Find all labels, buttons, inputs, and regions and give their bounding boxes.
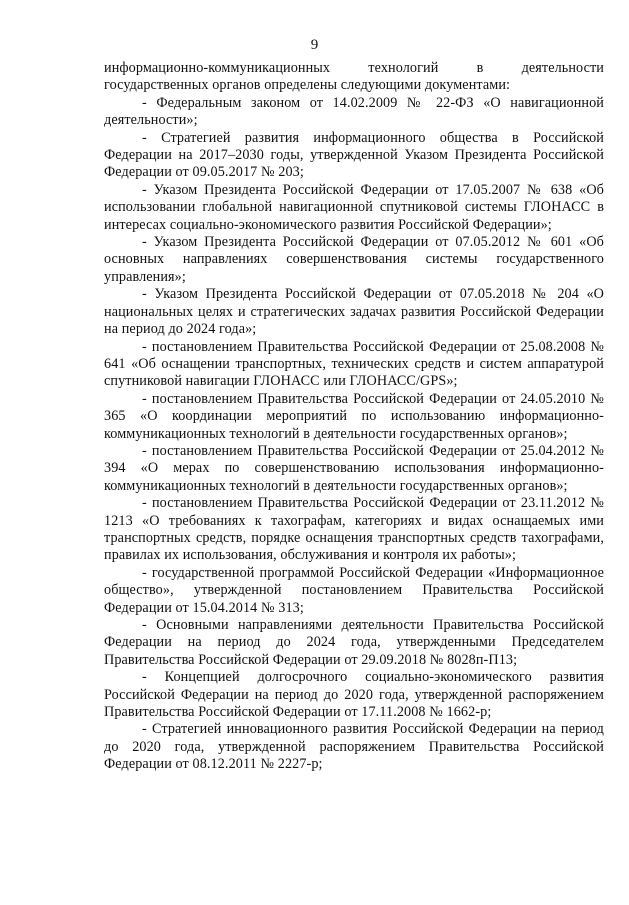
list-item: - постановлением Правительства Российской Федерации от 25.04.2012 № 394 «О мерах по совершенствованию использования информационно-коммуникационных технологий в деятельности государственных органов»; <box>104 442 604 494</box>
list-item: - государственной программой Российской Федерации «Информационное общество», утвержденной постановлением Правительства Российской Федерации от 15.04.2014 № 313; <box>104 564 604 616</box>
intro-paragraph: информационно-коммуникационных технологий в деятельности государственных органов определены следующими документами: <box>104 60 604 94</box>
list-item: - Стратегией развития информационного общества в Российской Федерации на 2017–2030 годы, утвержденной Указом Президента Российской Федерации от 09.05.2017 № 203; <box>104 129 604 181</box>
list-item: - Концепцией долгосрочного социально-экономического развития Российской Федерации на период до 2020 года, утвержденной распоряжением Правительства Российской Федерации от 17.11.2008 № 1662-р; <box>104 669 604 721</box>
list-item: - постановлением Правительства Российской Федерации от 25.08.2008 № 641 «Об оснащении транспортных, технических средств и систем аппаратурой спутниковой навигации ГЛОНАСС или ГЛОНАСС/GPS»; <box>104 338 604 390</box>
list-item: - Федеральным законом от 14.02.2009 № 22-ФЗ «О навигационной деятельности»; <box>104 94 604 129</box>
list-item: - постановлением Правительства Российской Федерации от 23.11.2012 № 1213 «О требованиях к тахографам, категориях и видах оснащаемых ими транспортных средств, порядке оснащения транспортных средств тахографами, правилах их использования, обслуживания и контроля их работы»; <box>104 495 604 564</box>
list-item: - Указом Президента Российской Федерации от 07.05.2018 № 204 «О национальных целях и стратегических задачах развития Российской Федерации на период до 2024 года»; <box>104 286 604 338</box>
list-item: - Основными направлениями деятельности Правительства Российской Федерации на период до 2024 года, утвержденными Председателем Правительства Российской Федерации от 29.09.2018 № 8028п-П13; <box>104 617 604 668</box>
list-item: - Стратегией инновационного развития Российской Федерации на период до 2020 года, утвержденной распоряжением Правительства Российской Федерации от 08.12.2011 № 2227-р; <box>104 721 604 773</box>
page-number: 9 <box>310 37 319 53</box>
list-item: - Указом Президента Российской Федерации от 17.05.2007 № 638 «Об использовании глобальной навигационной спутниковой системы ГЛОНАСС в интересах социально-экономического развития Российской Федерации»; <box>104 181 604 233</box>
document-body <box>104 60 604 774</box>
list-item: - постановлением Правительства Российской Федерации от 24.05.2010 № 365 «О координации мероприятий по использованию информационно-коммуникационных технологий в деятельности государственных органов»; <box>104 390 604 442</box>
list-item: - Указом Президента Российской Федерации от 07.05.2012 № 601 «Об основных направлениях совершенствования системы государственного управления»; <box>104 234 604 285</box>
